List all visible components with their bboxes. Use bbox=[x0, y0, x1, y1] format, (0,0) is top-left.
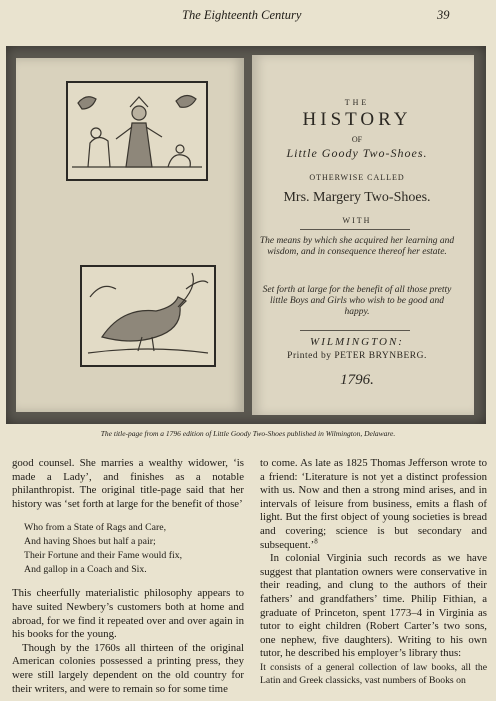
paragraph bbox=[260, 457, 487, 552]
title-page-year: 1796. bbox=[340, 372, 374, 388]
woodcut-bird-icon bbox=[82, 267, 214, 365]
verse-line: And having Shoes but half a pair; bbox=[24, 536, 156, 548]
paragraph: good counsel. She marries a wealthy widower, ‘is made a Lady’, and finishes as a notable philanthropist. The original title-page said that her history was ‘set forth at large for the benefit of those’ bbox=[12, 457, 244, 510]
title-page-the: THE bbox=[344, 98, 370, 107]
right-text-column bbox=[260, 457, 487, 688]
title-page-means: The means by which she acquired her learning and wisdom, and in consequence thereof her estate. bbox=[259, 236, 455, 257]
running-header bbox=[0, 8, 496, 26]
figure-caption: The title-page from a 1796 edition of Little Goody Two-Shoes published in Wilmington, Delaware. bbox=[100, 429, 396, 438]
paragraph-text: to come. As late as 1825 Thomas Jefferson wrote to a friend: ‘Literature is not yet a distinct profession with us. Now and then a strong mind arises, and in intervals of leisure from business, emits a flash of light. But the first object of young societies is bread and covering; science is but secondary and subsequent.’ bbox=[260, 457, 487, 551]
title-page-of: OF bbox=[351, 135, 363, 144]
running-title: The Eighteenth Century bbox=[182, 8, 302, 22]
title-page-rule bbox=[300, 229, 410, 230]
verse-line: Their Fortune and their Fame would fix, bbox=[24, 550, 183, 562]
verse-quotation bbox=[24, 521, 244, 577]
paragraph: In colonial Virginia such records as we have suggest that plantation owners were conservative in their reading, and clung to the authors of their fathers’ and grandfathers’ time. Philip Fithian, a graduate of Princeton, spent 1773–4 in Virginia as tutor to eight children (Robert Carter’s two sons, one nephew, five daughters). Writing to his own tutor, he described his employer’s library thus: bbox=[260, 552, 487, 660]
woodcut-goody-illustration bbox=[66, 81, 208, 181]
title-page-set-forth: Set forth at large for the benefit of all those pretty little Boys and Girls who wish to be good and happy. bbox=[262, 285, 452, 317]
left-text-column bbox=[12, 457, 244, 696]
title-page-with: WITH bbox=[342, 216, 372, 225]
title-page-goody-two-shoes: Little Goody Two-Shoes. bbox=[286, 146, 428, 160]
page-number: 39 bbox=[437, 8, 450, 22]
paragraph: This cheerfully materialistic philosophy appears to have suited Newbery’s customers both at home and abroad, for we find it repeated over and over again in his books for the young. bbox=[12, 587, 244, 641]
title-page-margery: Mrs. Margery Two-Shoes. bbox=[283, 190, 431, 205]
woodcut-goody-figure-icon bbox=[68, 83, 206, 179]
woodcut-bird-illustration bbox=[80, 265, 216, 367]
title-page-otherwise-called: OTHERWISE CALLED bbox=[309, 173, 405, 182]
title-page-printer: Printed by PETER BRYNBERG. bbox=[287, 351, 427, 361]
block-quotation: It consists of a general collection of law books, all the Latin and Greek classicks, vast numbers of Books on bbox=[260, 661, 487, 687]
title-page-place: WILMINGTON: bbox=[310, 336, 404, 348]
verse-line: And gallop in a Coach and Six. bbox=[24, 564, 147, 576]
title-page-history: HISTORY bbox=[302, 109, 412, 130]
footnote-marker: 8 bbox=[314, 536, 318, 545]
verse-line: Who from a State of Rags and Care, bbox=[24, 522, 167, 534]
paragraph: Though by the 1760s all thirteen of the original American colonies possessed a printing press, they were still largely dependent on the old country for their writers, and were to remain so for some time bbox=[12, 641, 244, 695]
title-page-rule bbox=[300, 330, 410, 331]
